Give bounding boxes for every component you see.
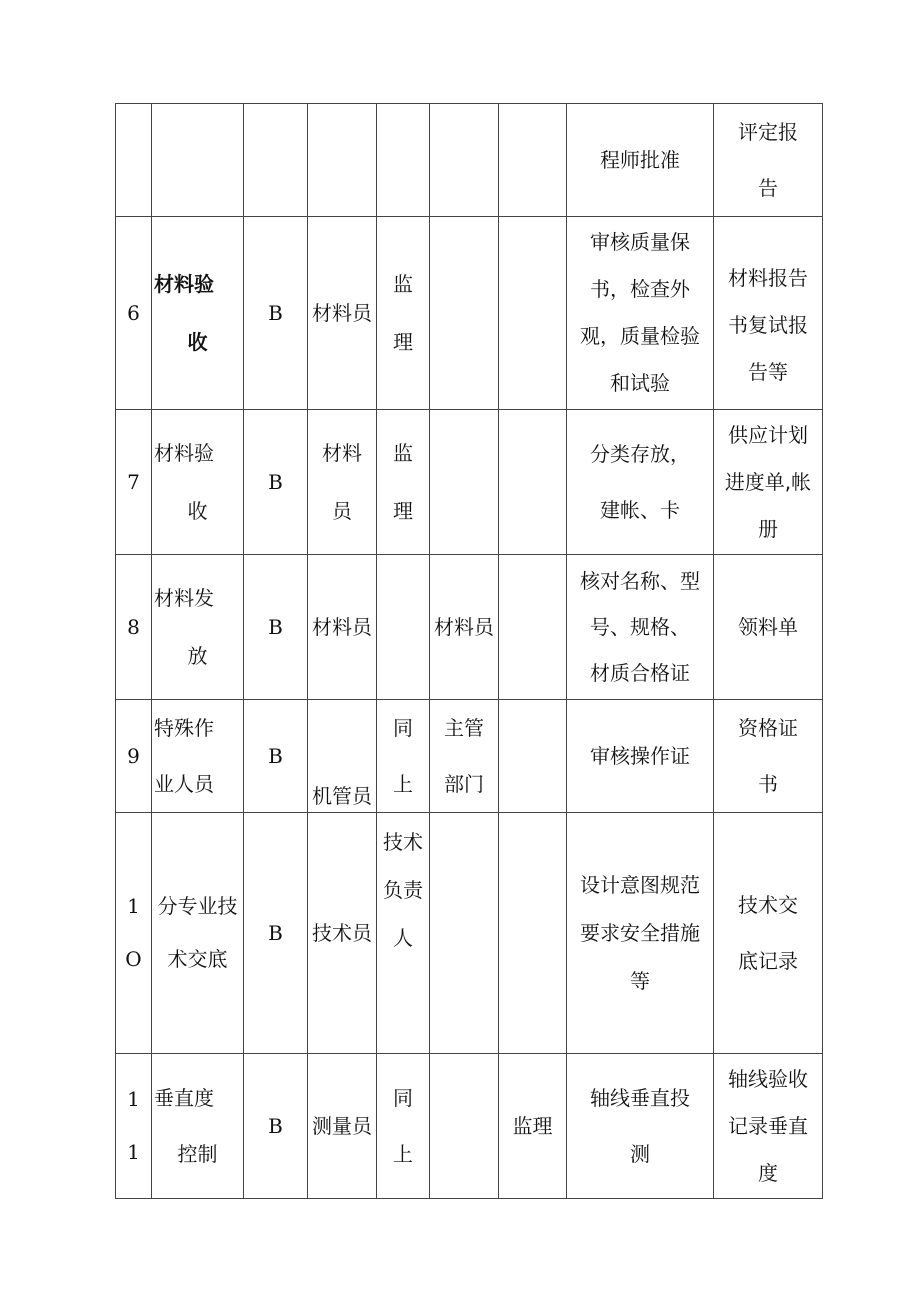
content-cell [567,813,714,1054]
item-line: 控制 [177,1142,218,1166]
grade-cell [244,104,308,217]
approve-cell [430,813,499,1054]
record-cell [714,813,823,1054]
item-line: 收 [187,330,208,354]
content-cell [567,410,714,555]
content-line: 建帐、卡 [600,498,680,522]
check-cell [377,104,430,217]
content-cell [567,217,714,410]
content-cell [567,1054,714,1199]
item-line: 材料验 [154,272,214,296]
record-cell [714,1054,823,1199]
row-number: 8 [127,615,140,639]
check-cell [377,813,430,1054]
item-cell [152,1054,244,1199]
table-row [116,217,823,410]
item-cell [152,555,244,700]
record-line: 书复试报 [728,312,808,337]
person-cell [308,700,377,813]
item-cell [152,104,244,217]
supervise-cell [499,813,567,1054]
row-number-cell [116,104,152,217]
person-line: 员 [332,499,352,523]
content-cell [567,700,714,813]
content-line: 审核操作证 [590,744,690,768]
row-number: 9 [127,744,140,768]
check-line: 人 [393,926,413,950]
table-row [116,700,823,813]
check-cell [377,555,430,700]
item-line: 分专业技 [157,894,238,918]
record-line: 记录垂直 [728,1113,808,1138]
row-number-cell [116,700,152,813]
person-line: 机管员 [312,784,372,808]
record-line: 书 [758,772,778,796]
grade-cell [244,217,308,410]
check-line: 技术 [383,830,423,854]
content-line: 轴线垂直投 [590,1086,690,1110]
grade-value: B [268,470,283,494]
item-line: 垂直度 [154,1086,214,1110]
content-cell [567,555,714,700]
content-cell [567,104,714,217]
record-line: 度 [758,1160,778,1185]
row-number: 7 [127,470,140,494]
record-line: 技术交 [738,893,798,917]
check-line: 理 [393,499,413,523]
approve-cell [430,217,499,410]
grade-value: B [268,744,283,768]
item-line: 特殊作 [154,716,214,740]
item-cell [152,700,244,813]
record-line: 册 [758,516,778,541]
approve-line: 部门 [444,772,484,796]
item-line: 放 [187,644,208,668]
supervise-cell [499,1054,567,1199]
table-row [116,410,823,555]
check-line: 同 [393,716,413,740]
row-number: 1 [127,1087,140,1111]
approve-line: 材料员 [434,615,494,639]
person-line: 技术员 [312,921,372,945]
table-row [116,1054,823,1199]
content-line: 等 [630,969,650,993]
grade-cell [244,410,308,555]
grade-value: B [268,301,283,325]
check-line: 负责 [383,878,423,902]
quality-control-table [115,103,823,1199]
item-cell [152,217,244,410]
record-cell [714,217,823,410]
person-cell [308,217,377,410]
supervise-cell [499,700,567,813]
content-line: 程师批准 [600,148,680,172]
person-line: 测量员 [312,1114,372,1138]
grade-value: B [268,921,283,945]
record-line: 底记录 [738,949,798,973]
check-cell [377,217,430,410]
supervise-cell [499,104,567,217]
content-line: 审核质量保 [590,230,690,254]
grade-value: B [268,615,283,639]
item-cell [152,410,244,555]
supervise-cell [499,410,567,555]
row-number: 1 [127,1140,140,1164]
row-number: O [125,947,142,971]
person-cell [308,813,377,1054]
content-line: 核对名称、型 [580,569,700,593]
check-line: 同 [393,1086,413,1110]
person-line: 材料员 [312,301,372,325]
check-line: 理 [393,330,413,354]
grade-cell [244,555,308,700]
item-line: 术交底 [167,947,228,971]
person-cell [308,555,377,700]
content-line: 观，质量检验 [580,324,700,348]
record-cell [714,555,823,700]
content-line: 和试验 [610,371,670,395]
item-line: 材料发 [154,586,214,610]
record-line: 进度单,帐 [724,469,812,494]
grade-value: B [268,1114,283,1138]
approve-cell [430,700,499,813]
person-line: 材料 [322,441,362,465]
grade-cell [244,1054,308,1199]
row-number: 1 [127,894,140,918]
content-line: 分类存放， [590,442,690,466]
item-line: 材料验 [154,441,214,465]
record-line: 材料报告 [728,265,808,290]
row-number-cell [116,813,152,1054]
check-line: 上 [393,772,413,796]
item-line: 业人员 [154,772,214,796]
table-row [116,813,823,1054]
row-number-cell [116,410,152,555]
record-line: 告等 [748,359,788,384]
item-cell [152,813,244,1054]
approve-cell [430,410,499,555]
record-line: 供应计划 [728,422,808,447]
record-line: 轴线验收 [728,1066,808,1091]
person-cell [308,104,377,217]
content-line: 书，检查外 [590,277,690,301]
approve-cell [430,555,499,700]
row-number: 6 [127,301,140,325]
content-line: 要求安全措施 [580,921,700,945]
record-cell [714,104,823,217]
supervise-line: 监理 [512,1114,553,1138]
approve-line: 主管 [444,716,484,740]
row-number-cell [116,555,152,700]
content-line: 材质合格证 [590,661,690,685]
content-line: 设计意图规范 [580,873,700,897]
supervise-cell [499,555,567,700]
check-cell [377,700,430,813]
grade-cell [244,813,308,1054]
check-line: 监 [393,441,413,465]
table-row [116,555,823,700]
check-cell [377,410,430,555]
content-line: 号、规格、 [590,615,690,639]
check-cell [377,1054,430,1199]
person-cell [308,1054,377,1199]
approve-cell [430,1054,499,1199]
record-cell [714,700,823,813]
person-cell [308,410,377,555]
row-number-cell [116,217,152,410]
check-line: 上 [393,1142,413,1166]
grade-cell [244,700,308,813]
record-line: 领料单 [738,615,798,639]
approve-cell [430,104,499,217]
record-line: 资格证 [738,716,798,740]
table-row [116,104,823,217]
person-line: 材料员 [312,615,372,639]
record-cell [714,410,823,555]
item-line: 收 [187,499,208,523]
supervise-cell [499,217,567,410]
check-line: 监 [393,272,413,296]
row-number-cell [116,1054,152,1199]
content-line: 测 [630,1142,650,1166]
record-line: 告 [758,176,778,200]
record-line: 评定报 [738,120,798,144]
